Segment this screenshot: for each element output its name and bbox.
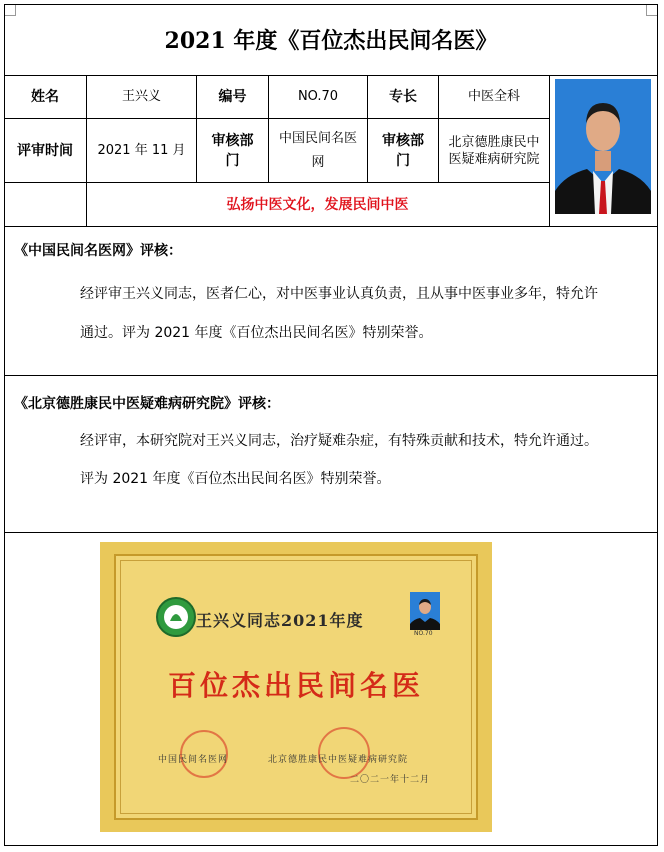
review-2-text: 经评审，本研究院对王兴义同志，治疗疑难杂症，有特殊贡献和技术，特允许通过。 (80, 433, 598, 449)
certificate-title: 百位杰出民间名医 (167, 669, 424, 702)
table-rule (4, 375, 658, 376)
slogan: 弘扬中医文化，发展民间中医 (226, 197, 409, 213)
number-label: 编号 (218, 89, 247, 105)
table-rule (4, 226, 658, 227)
specialty-label: 专长 (389, 89, 417, 105)
name-value: 王兴义 (121, 89, 161, 104)
certificate-heading: 王兴义同志2021年度 (196, 611, 364, 630)
certificate-date: 二〇二一年十二月 (350, 775, 431, 785)
review-dept-value: 北京德胜康民中医疑难病研究院 (448, 134, 540, 167)
certificate-image (100, 542, 492, 832)
review-1-heading: 《中国民间名医网》评核： (14, 243, 182, 259)
review-dept-label: 审核部门 (382, 132, 424, 169)
certificate-photo-number: NO.70 (414, 630, 433, 637)
review-1-text: 经评审王兴义同志，医者仁心，对中医事业认真负责，且从事中医事业多年，特允许 (80, 286, 598, 302)
association-logo-icon (156, 597, 196, 637)
certificate-issuer-right: 北京德胜康民中医疑难病研究院 (268, 755, 409, 765)
number-value: NO.70 (297, 89, 339, 104)
portrait-photo (555, 79, 651, 214)
review-1-text: 通过。评为 2021 年度《百位杰出民间名医》特别荣誉。 (80, 325, 433, 341)
review-dept-value: 中国民间名医网 (279, 130, 358, 170)
review-dept-label: 审核部门 (211, 132, 254, 169)
table-rule (549, 75, 550, 226)
portrait-icon (555, 79, 651, 214)
certificate-issuer-left: 中国民间名医网 (158, 755, 229, 765)
page-title: 2021 年度《百位杰出民间名医》 (164, 27, 498, 54)
portrait-icon (410, 592, 440, 630)
table-rule (4, 532, 658, 533)
specialty-value: 中医全科 (467, 89, 520, 104)
review-time-label: 评审时间 (17, 142, 73, 159)
certificate-photo (410, 592, 440, 630)
name-label: 姓名 (31, 89, 59, 105)
review-time-value: 2021 年 11 月 (97, 142, 186, 158)
review-2-heading: 《北京德胜康民中医疑难病研究院》评核： (14, 396, 280, 412)
review-2-text: 评为 2021 年度《百位杰出民间名医》特别荣誉。 (80, 471, 391, 487)
